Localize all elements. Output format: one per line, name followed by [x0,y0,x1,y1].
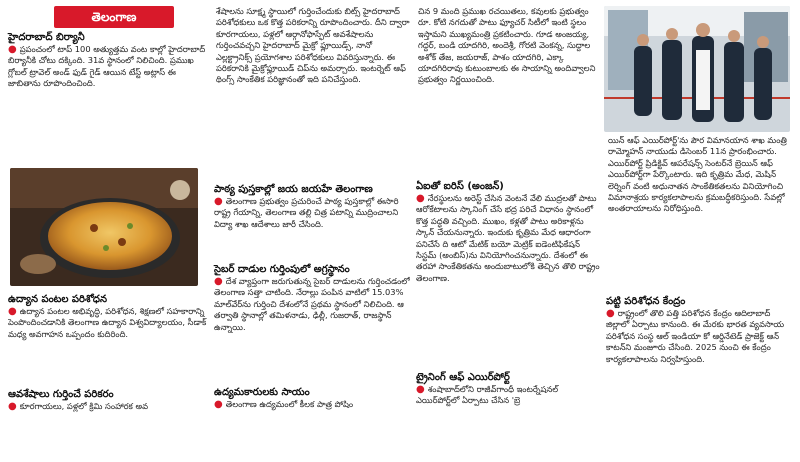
heading-residue-device: ఆవశేషాలు గుర్తించే పరికరం [8,389,114,400]
heading-textbooks: పాఠ్య పుస్తకాల్లో జయ జయహే తెలంగాణ [214,184,373,195]
heading-iris: ఏఐతో ఐరిస్ (అంజన్) [416,181,504,192]
para-airport-cont: యిన్ ఆఫ్ ఎయిర్‌పోర్ట్'ను పౌర విమానయాన శాఖ మంత్రి రామ్మోహన్ నాయుడు డిసెంబర్ 11న ప్రారంభించారు. ఎయిర్‌పోర్ట్ ప్రిడిక్టివ్ ఆపరేషన్స్ సెంటర్‌నే బ్రెయిన్ ఆఫ్ ఎయిర్‌పోర్ట్‌గా పేర్కొంటారు. ఇది కృత్రిమ మేధ, మెషిన్ లెర్నింగ్ వంటి అధునాతన సాంకేతికతలను వినియోగించి విమానాశ్రయ కార్యకలాపాలను క్రమబద్ధీకరిస్తుంది. సేవల్లో అంతరాయాలను నిరోధిస్తుంది. [608,135,787,214]
inauguration-photo [604,6,790,132]
heading-cotton: పట్టి పరిశోధన కేంద్రం [606,296,686,307]
biryani-image [10,168,198,286]
bullet-icon: ● [606,308,615,319]
heading-biryani: హైదరాబాద్ బిర్యానీ [8,32,85,43]
para-horticulture: ● ఉద్యాన పంటల అభివృద్ధి, పరిశోధన, శిక్షణలో సహకారాన్ని పెంపొందించడానికి తెలంగాణ ఉద్యాన విశ్వవిద్యాలయం, సీడాక్ మధ్య అవగాహన ఒప్పందం కుదిరింది. [8,306,207,339]
heading-cyber: సైబర్ దాడుల గుర్తింపులో అగ్రస్థానం [214,264,350,275]
para-airport: ● శంషాబాద్‌లోని రాజీవ్‌గాంధీ ఇంటర్నేషనల్ ఎయిర్‌పోర్ట్‌లో ఏర్పాటు చేసిన 'బ్రె [416,384,559,406]
para-activists-cont: చిన 9 మంది ప్రముఖ రచయితలు, కవులకు ప్రభుత్వం రూ. కోటి నగదుతో పాటు ఫ్యూచర్ సిటీలో ఇంటి స్థలం ఇస్తామని ముఖ్యమంత్రి ప్రకటించారు. గూడ అంజయ్య, గద్దర్, బండి యాదగిరి, అందెశ్రీ, గోరటి వెంకన్న, సుద్దాల అశోక్ తేజ, జయరాజ్, పాశం యాదగిరి, ఎక్కా యాదగిరిరావు కుటుంబాలకు ఈ సాయాన్ని అందివ్వాలని ప్రభుత్వం నిర్ణయించింది. [418,6,596,85]
bullet-icon: ● [8,306,17,317]
para-activists: ● తెలంగాణ ఉద్యమంలో కీలక పాత్ర పోషిం [214,399,354,410]
banner: తెలంగాణ [54,6,174,28]
bullet-icon: ● [8,401,17,412]
bullet-icon: ● [214,399,223,410]
bullet-icon: ● [416,384,425,395]
para-iris: ● నేరస్థులను అరెస్ట్ చేసిన వెంటనే వేలి ముద్రలతో పాటు ఆరోకేటాలను స్కానింగ్ చేసే భద్ర పరిచే విధానం స్థానంలో కొత్త పద్ధతి వచ్చింది. ముఖం, కళ్లతో పాటు అరికాళ్లను స్కాన్ చేయనున్నారు. ఇందుకు కృత్రిమ మేధ ఆధారంగా పనిచేసే ది ఆటో మేటిక్ బయో మెట్రిక్ ఐడెంటిఫికేషన్ సిస్టమ్ (అంబిస్)ను వినియోగించనున్నారు. దేశంలో ఈ తరహా సాంకేతికతను అందుబాటులోకి తెచ్చిన తొలి రాష్ట్రం తెలంగాణ. [416,193,600,283]
para-cotton: ● రాష్ట్రంలో తొలి పత్తి పరిశోధన కేంద్రం ఆదిలాబాద్ జిల్లాలో ఏర్పాటు కానుంది. ఈ మేరకు భారత వ్యవసాయ పరిశోధన సంస్థ ఆల్ ఇండియా కో ఆర్డినేటెడ్ ప్రాజెక్ట్ ఆన్ కాటన్‌ని మంజూరు చేసింది. 2025 నుంచి ఈ కేంద్రం కార్యకలాపాలను నిర్వహిస్తుంది. [606,308,785,364]
heading-airport: ట్రైనింగ్ ఆఫ్ ఎయిర్‌పోర్ట్ [416,372,510,383]
para-cyber: ● దేశ వ్యాప్తంగా జరుగుతున్న సైబర్ దాడులను గుర్తించడంలో తెలంగాణ సత్తా చాటింది. నేరాల్లు పంపిన వాటిలో 15.03% మాల్‌వేర్‌ను గుర్తించి దేశంలోనే ప్రథమ స్థానంలో నిలిచింది. ఆ తర్వాతి స్థానాల్లో తమిళనాడు, ఢిల్లీ, గుజరాత్, రాజస్థాన్ ఉన్నాయి. [214,276,410,332]
heading-activists: ఉద్యమకారులకు సాయం [214,387,310,398]
bullet-icon: ● [8,44,17,55]
para-residue-cont: శేషాలను సూక్ష్మ స్థాయిలో గుర్తించేందుకు బిట్స్ హైదరాబాద్ పరిశోధకులు ఒక కొత్త పరికరాన్ని రూపొందించారు. దీని ద్వారా కూరగాయలు, పళ్లలో ఆర్గానోఫాస్ఫేట్ అవశేషాలను గుర్తించవచ్చని హైదరాబాద్ మైక్రో ఫ్లూయిడ్స్, నానో ఎల్లక్ట్రానిక్స్ ప్రయోగశాల పరిశోధకులు వివరిస్తున్నారు. ఈ పరికరానికి మైక్రోఫ్లూయిడ్ చిప్‌ను అమర్చారు. ఇంటర్నెట్ ఆఫ్ థింగ్స్ సాంకేతిక పరిజ్ఞానంతో ఇది పనిచేస్తుంది. [216,6,410,85]
heading-horticulture: ఉద్యాన పంటల పరిశోధన [8,294,108,305]
bullet-icon: ● [214,196,223,207]
bullet-icon: ● [214,276,223,287]
bullet-icon: ● [416,193,425,204]
para-textbooks: ● తెలంగాణ ప్రభుత్వం ప్రచురించే పాఠ్య పుస్తకాల్లో ఈసారి రాష్ట్ర గేయాన్ని, తెలంగాణ తల్లి చిత్ర పటాన్ని ముద్రించాలని విద్యా శాఖ ఆదేశాలు జారీ చేసింది. [214,196,399,229]
para-residue-device: ● కూరగాయలు, పళ్లలో క్రిమి సంహారక అవ [8,401,149,412]
para-biryani: ● ప్రపంచంలో టాప్ 100 అత్యుత్తమ వంట కాల్లో హైదరాబాద్ బిర్యానీకి చోటు దక్కింది. 31వ స్థానంలో నిలిచింది. ప్రముఖ గ్లోబల్ ట్రావెల్ అండ్ ఫుడ్ గైడ్ ఆయిన టేస్ట్ అట్లాస్ ఈ జాబితాను రూపొందించింది. [8,44,206,89]
